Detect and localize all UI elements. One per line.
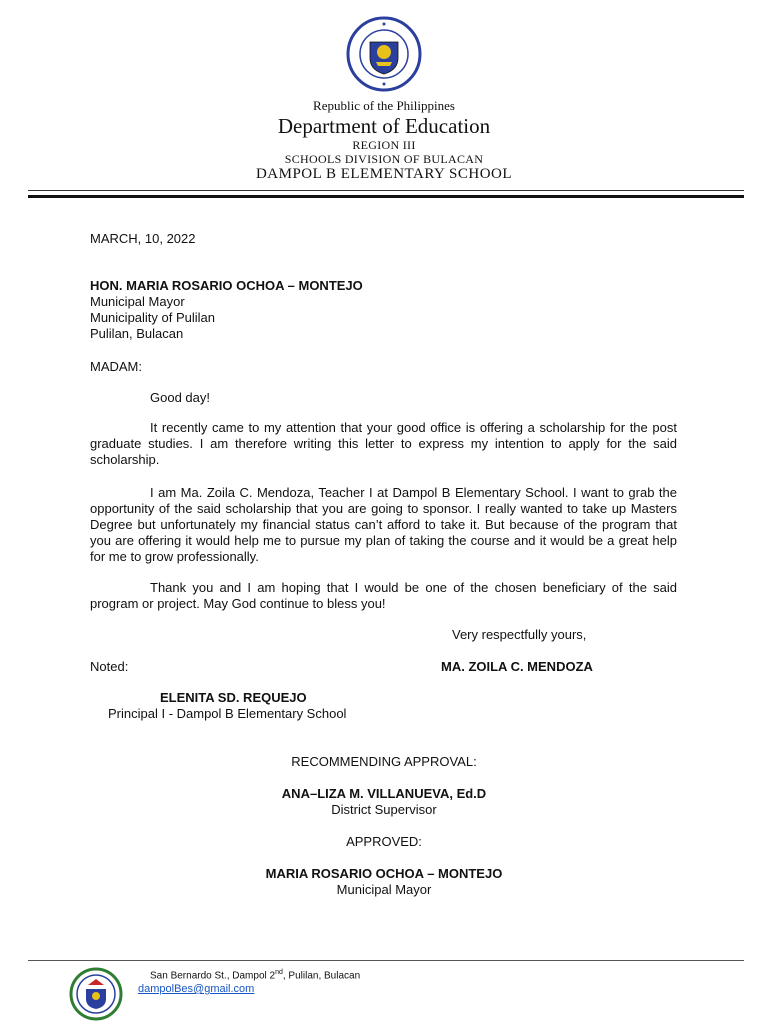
noted-label: Noted: <box>90 659 129 674</box>
header-divider-thin <box>28 190 744 191</box>
school-name: DAMPOL B ELEMENTARY SCHOOL <box>255 166 513 182</box>
school-logo-icon <box>60 967 132 1021</box>
paragraph-2: I am Ma. Zoila C. Mendoza, Teacher I at Dampol B Elementary School. I want to grab the opportunity of the said scholarship that you are going to sponsor. I really wanted to take up Masters Degree but unfortunately my financial status can’t afford to take it. But because of the program that you are offering it would help me to pursue my plan of taking the course and it would be a great help for me to grow professionally. <box>90 485 677 564</box>
recipient-name: HON. MARIA ROSARIO OCHOA – MONTEJO <box>90 278 363 293</box>
header-divider-thick <box>28 195 744 198</box>
paragraph-1: It recently came to my attention that your good office is offering a scholarship for the post graduate studies. I am therefore writing this letter to express my intention to apply for the said scholarship. <box>90 420 677 467</box>
republic-line: Republic of the Philippines <box>313 98 455 113</box>
greeting: Good day! <box>150 390 210 405</box>
noted-title: Principal I - Dampol B Elementary School <box>108 706 347 721</box>
department-title: Department of Education <box>277 114 491 138</box>
approved-title: Municipal Mayor <box>336 882 432 897</box>
recipient-office: Municipality of Pulilan <box>90 310 216 325</box>
recommending-label: RECOMMENDING APPROVAL: <box>291 754 477 769</box>
region-line: REGION III <box>352 138 416 152</box>
noted-name: ELENITA SD. REQUEJO <box>160 690 307 705</box>
sender-name: MA. ZOILA C. MENDOZA <box>441 659 593 674</box>
approved-name: MARIA ROSARIO OCHOA – MONTEJO <box>265 866 503 881</box>
footer-divider <box>28 960 744 961</box>
salutation: MADAM: <box>90 359 142 374</box>
recommending-name: ANA–LIZA M. VILLANUEVA, Ed.D <box>281 786 487 801</box>
recommending-title: District Supervisor <box>331 802 437 817</box>
footer-email-link[interactable]: dampolBes@gmail.com <box>138 983 255 995</box>
closing: Very respectfully yours, <box>452 627 587 642</box>
approved-label: APPROVED: <box>346 834 422 849</box>
footer-address: San Bernardo St., Dampol 2nd, Pulilan, Bulacan <box>150 969 361 982</box>
division-line: SCHOOLS DIVISION OF BULACAN <box>284 152 484 166</box>
deped-seal-icon <box>346 16 422 92</box>
recipient-title: Municipal Mayor <box>90 294 185 309</box>
recipient-address: Pulilan, Bulacan <box>90 326 184 341</box>
paragraph-3: Thank you and I am hoping that I would be one of the chosen beneficiary of the said program or project. May God continue to bless you! <box>90 580 677 611</box>
letter-date: MARCH, 10, 2022 <box>90 231 196 246</box>
